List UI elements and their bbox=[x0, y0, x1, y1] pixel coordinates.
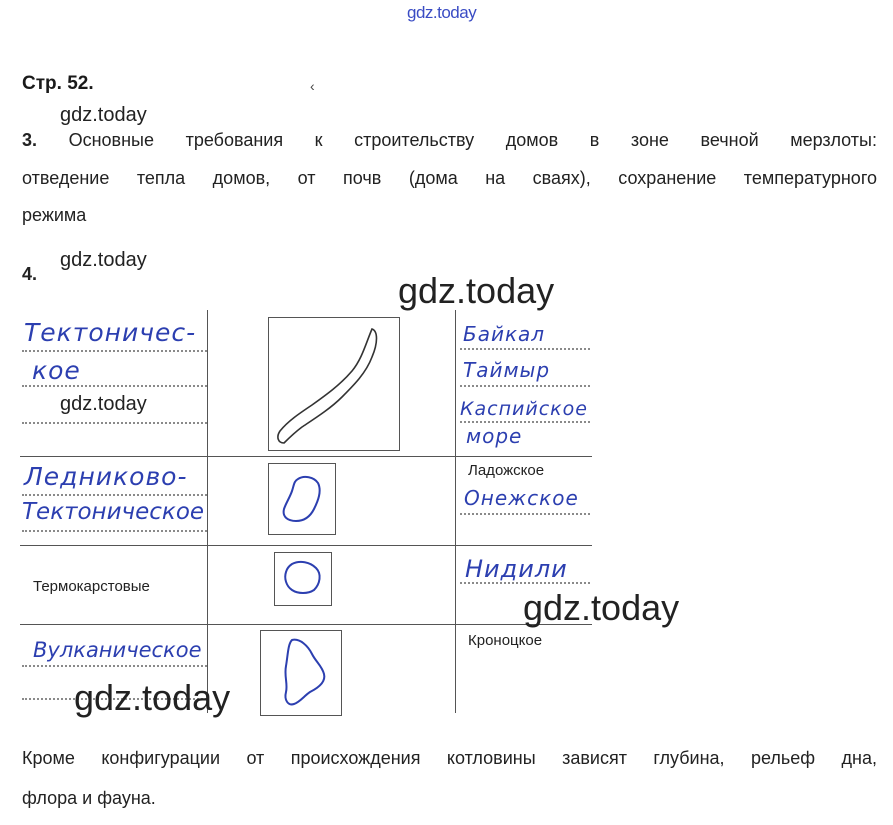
lake-name: Байкал bbox=[463, 322, 546, 346]
task4-number: 4. bbox=[22, 264, 38, 284]
dotted-line bbox=[22, 422, 207, 424]
thermokarst-shape bbox=[274, 552, 330, 604]
dotted-line bbox=[22, 385, 207, 387]
dotted-line bbox=[22, 494, 207, 496]
table-row-divider bbox=[20, 545, 592, 546]
lake-type: Вулканическое bbox=[33, 638, 202, 662]
watermark: gdz.today bbox=[523, 587, 680, 628]
ladoga-shape bbox=[268, 463, 334, 533]
watermark: gdz.today bbox=[74, 677, 231, 718]
table-row-divider bbox=[20, 624, 592, 625]
table-row-divider bbox=[20, 456, 592, 457]
baikal-shape bbox=[268, 317, 398, 449]
task3-line2: отведение тепла домов, от почв (дома на сваях), сохранение температурного bbox=[22, 168, 877, 188]
dotted-line bbox=[460, 513, 590, 515]
task3-text: Основные требования к строительству домов в зоне вечной мерзлоты: bbox=[68, 130, 877, 150]
lake-name: море bbox=[466, 424, 523, 448]
stray-mark: ‹ bbox=[310, 78, 315, 94]
lake-name: Кроноцкое bbox=[468, 632, 543, 649]
task3-line1 bbox=[22, 122, 877, 159]
lake-name: Таймыр bbox=[463, 358, 551, 382]
conclusion-line2: флора и фауна. bbox=[22, 788, 156, 808]
watermark: gdz.today bbox=[60, 249, 147, 271]
dotted-line bbox=[460, 582, 590, 584]
lake-name: Нидили bbox=[465, 555, 568, 583]
conclusion-line1: Кроме конфигурации от происхождения котловины зависят глубина, рельеф дна, bbox=[22, 748, 877, 768]
watermark: gdz.today bbox=[398, 270, 555, 311]
dotted-line bbox=[460, 348, 590, 350]
task3-number: 3. bbox=[22, 130, 38, 150]
dotted-line bbox=[22, 530, 207, 532]
lake-type: кое bbox=[32, 356, 81, 385]
table-divider bbox=[207, 310, 208, 713]
lake-type: Тектоническое bbox=[22, 499, 205, 525]
dotted-line bbox=[460, 385, 590, 387]
dotted-line bbox=[22, 665, 207, 667]
dotted-line bbox=[22, 350, 207, 352]
lake-name: Онежское bbox=[464, 486, 579, 510]
lake-type: Термокарстовые bbox=[33, 578, 150, 595]
lake-type: Ледниково- bbox=[24, 462, 188, 491]
lake-type: Тектоничес- bbox=[24, 318, 197, 347]
lake-name: Каспийское bbox=[460, 398, 588, 420]
kronotskoe-shape bbox=[260, 630, 340, 714]
lake-name: Ладожское bbox=[468, 462, 545, 479]
dotted-line bbox=[460, 421, 590, 423]
table-divider bbox=[455, 310, 456, 713]
task3-line3: режима bbox=[22, 205, 87, 225]
watermark-top: gdz.today bbox=[407, 3, 477, 22]
watermark: gdz.today bbox=[60, 104, 147, 126]
page-title: Стр. 52. bbox=[22, 73, 94, 94]
watermark: gdz.today bbox=[60, 393, 147, 415]
